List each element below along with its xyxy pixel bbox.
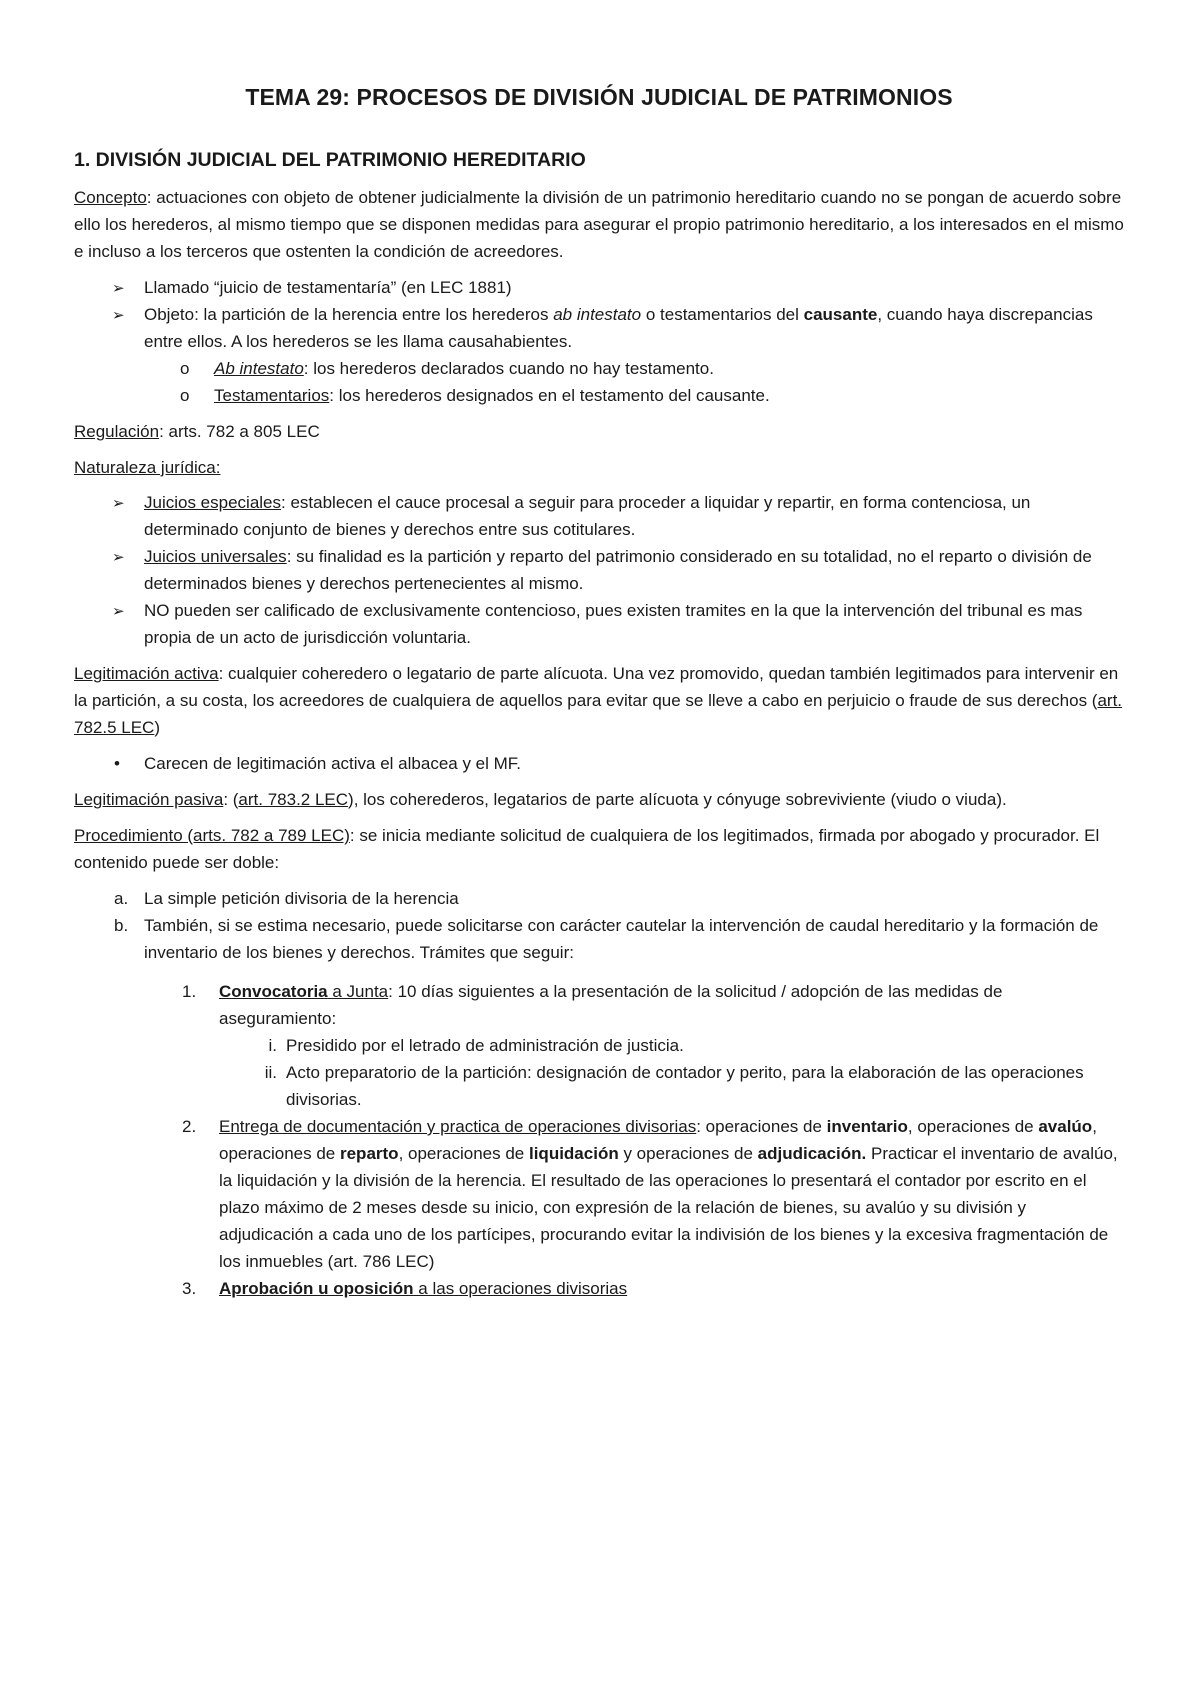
procedimiento-paragraph — [74, 822, 1124, 876]
list-item — [74, 750, 1124, 777]
arrow-bullet-icon — [112, 274, 125, 302]
legitimacion-pasiva-paragraph — [74, 786, 1124, 813]
list-item-text: También, si se estima necesario, puede solicitarse con carácter cautelar la intervención de caudal hereditario y la formación de inventario de los bienes y derechos. Trámites que seguir: — [144, 916, 1099, 962]
sublist-item — [144, 382, 1124, 409]
sublist-item — [144, 355, 1124, 382]
sublist-text: : los herederos designados en el testamento del causante. — [329, 386, 770, 405]
bold-term: avalúo — [1038, 1117, 1093, 1136]
arrow-bullet-icon — [112, 597, 125, 625]
arrow-bullet-icon — [112, 489, 125, 517]
legitimacion-activa-text: : cualquier coheredero o legatario de parte alícuota. Una vez promovido, quedan también legitimados para intervenir en la partición, a su costa, los acreedores de cualquiera de aquellos para evitar que se lleve a cabo en perjuicio o fraude de sus derechos ( — [74, 664, 1119, 710]
tramite-item — [74, 1113, 1124, 1275]
convocatoria-bold: Convocatoria — [219, 982, 328, 1001]
tramite-item — [74, 1275, 1124, 1302]
list-item — [74, 489, 1124, 543]
circle-bullet: o — [180, 386, 190, 405]
entrega-label: Entrega de documentación y practica de operaciones divisorias — [219, 1117, 697, 1136]
tramite-text: : operaciones de — [696, 1117, 827, 1136]
list-item — [74, 597, 1124, 651]
sublist-text: Presidido por el letrado de administración de justicia. — [286, 1036, 684, 1055]
objeto-label: Objeto: — [144, 305, 199, 324]
regulacion-label: Regulación — [74, 422, 160, 441]
list-item-text: Llamado “juicio de testamentaría” (en LEC 1881) — [144, 278, 512, 297]
regulacion-paragraph — [74, 418, 1124, 445]
objeto-text: o testamentarios del — [641, 305, 804, 324]
sublist-text: : los herederos declarados cuando no hay testamento. — [303, 359, 714, 378]
aprobacion-label — [219, 1279, 627, 1298]
list-item — [74, 301, 1124, 409]
concepto-label: Concepto — [74, 188, 147, 207]
objeto-text: , cuando haya discrepancias entre ellos. A los herederos se les llama causahabientes. — [144, 305, 1093, 351]
tramite-text: , operaciones de — [907, 1117, 1039, 1136]
list-marker: 1. — [182, 982, 197, 1001]
section-heading: 1. DIVISIÓN JUDICIAL DEL PATRIMONIO HEREDITARIO — [74, 149, 586, 171]
sublist-item — [219, 1032, 1124, 1059]
tramites-list — [144, 978, 1124, 1302]
tramite-text: : 10 días siguientes a la presentación de la solicitud / adopción de las medidas de aseguramiento: — [219, 982, 1003, 1028]
tramite-item — [74, 978, 1124, 1113]
list-marker: b. — [114, 916, 129, 935]
juicios-universales-label: Juicios universales — [144, 547, 287, 566]
bold-term: adjudicación. — [757, 1144, 867, 1163]
legitimacion-pasiva-text: : ( — [223, 790, 239, 809]
tramite-text: y operaciones de — [618, 1144, 758, 1163]
sublist-item — [219, 1059, 1124, 1113]
ab-intestato-italic: ab intestato — [553, 305, 642, 324]
list-marker: ii. — [264, 1063, 277, 1082]
arrow-bullet-icon — [112, 543, 125, 571]
objeto-text: la partición de la herencia entre los herederos — [198, 305, 554, 324]
legitimacion-activa-list — [74, 750, 1124, 777]
list-marker: a. — [114, 889, 129, 908]
circle-bullet: o — [180, 359, 190, 378]
list-item-text: Carecen de legitimación activa el albacea y el MF. — [144, 754, 522, 773]
convocatoria-sublist — [219, 1032, 1124, 1113]
herederos-sublist — [144, 355, 1124, 409]
juicios-especiales-label: Juicios especiales — [144, 493, 282, 512]
document-title: TEMA 29: PROCESOS DE DIVISIÓN JUDICIAL DE PATRIMONIOS — [245, 84, 953, 110]
list-item — [74, 274, 1124, 301]
naturaleza-list — [74, 489, 1124, 651]
naturaleza-label: Naturaleza jurídica: — [74, 458, 221, 477]
tramite-text: , operaciones de — [398, 1144, 529, 1163]
procedimiento-label: Procedimiento (arts. 782 a 789 LEC) — [74, 826, 350, 845]
closing-paren: ) — [154, 718, 161, 737]
procedimiento-list — [74, 885, 1124, 1302]
testamentarios-label: Testamentarios — [214, 386, 330, 405]
tramite-text: Practicar el inventario de avalúo, la liquidación y la división de la herencia. El resultado de las operaciones lo presentará el contador por escrito en el plazo máximo de 2 meses desde su inicio, con expresión de la relación de bienes, su avalúo y su división y adjudicación a cada uno de los partícipes, procurando evitar la indivisión de los bienes y la excesiva fragmentación de los inmuebles (art. 786 LEC) — [219, 1144, 1118, 1271]
legitimacion-pasiva-label: Legitimación pasiva — [74, 790, 224, 809]
regulacion-text: : arts. 782 a 805 LEC — [159, 422, 320, 441]
aprobacion-text: a las operaciones divisorias — [413, 1279, 628, 1298]
convocatoria-label — [219, 982, 388, 1001]
bold-term: reparto — [339, 1144, 399, 1163]
arrow-bullet-icon — [112, 301, 125, 329]
legitimacion-activa-label: Legitimación activa — [74, 664, 219, 683]
legitimacion-pasiva-text: ), los coherederos, legatarios de parte alícuota y cónyuge sobreviviente (viudo o viuda). — [348, 790, 1007, 809]
list-item — [74, 543, 1124, 597]
objeto-list — [74, 274, 1124, 409]
junta-text: a Junta — [327, 982, 389, 1001]
article-reference: art. 782.5 LEC — [74, 691, 1123, 737]
tramite-text: , operaciones de — [219, 1117, 1097, 1163]
list-item-text: La simple petición divisoria de la herencia — [144, 889, 459, 908]
bold-term: inventario — [826, 1117, 908, 1136]
list-item — [74, 912, 1124, 1302]
list-marker: 2. — [182, 1117, 197, 1136]
article-reference: art. 783.2 LEC — [238, 790, 349, 809]
sublist-text: Acto preparatorio de la partición: designación de contador y perito, para la elaboración de las operaciones divisorias. — [286, 1063, 1084, 1109]
causante-bold: causante — [803, 305, 878, 324]
procedimiento-text: : se inicia mediante solicitud de cualquiera de los legitimados, firmada por abogado y procurador. El contenido puede ser doble: — [74, 826, 1100, 872]
legitimacion-activa-paragraph — [74, 660, 1124, 741]
list-item-text: : establecen el cauce procesal a seguir para proceder a liquidar y repartir, en forma contenciosa, un determinado conjunto de bienes y derechos entre sus cotitulares. — [144, 493, 1031, 539]
list-marker: 3. — [182, 1279, 197, 1298]
aprobacion-bold: Aprobación u oposición — [219, 1279, 414, 1298]
concepto-paragraph — [74, 184, 1124, 265]
naturaleza-paragraph — [74, 454, 1124, 481]
ab-intestato-label: Ab intestato — [214, 359, 304, 378]
bold-term: liquidación — [528, 1144, 619, 1163]
list-item-text: NO pueden ser calificado de exclusivamente contencioso, pues existen tramites en la que la intervención del tribunal es mas propia de un acto de jurisdicción voluntaria. — [144, 601, 1083, 647]
dot-bullet: • — [114, 754, 120, 773]
concepto-text: : actuaciones con objeto de obtener judicialmente la división de un patrimonio hereditario cuando no se pongan de acuerdo sobre ello los herederos, al mismo tiempo que se disponen medidas para asegurar el propio patrimonio hereditario, a los interesados en el mismo e incluso a los terceros que ostenten la condición de acreedores. — [74, 188, 1124, 261]
list-item — [74, 885, 1124, 912]
list-marker: i. — [268, 1036, 277, 1055]
list-item-text: : su finalidad es la partición y reparto del patrimonio considerado en su totalidad, no el reparto o división de determinados bienes y derechos pertenecientes al mismo. — [144, 547, 1092, 593]
